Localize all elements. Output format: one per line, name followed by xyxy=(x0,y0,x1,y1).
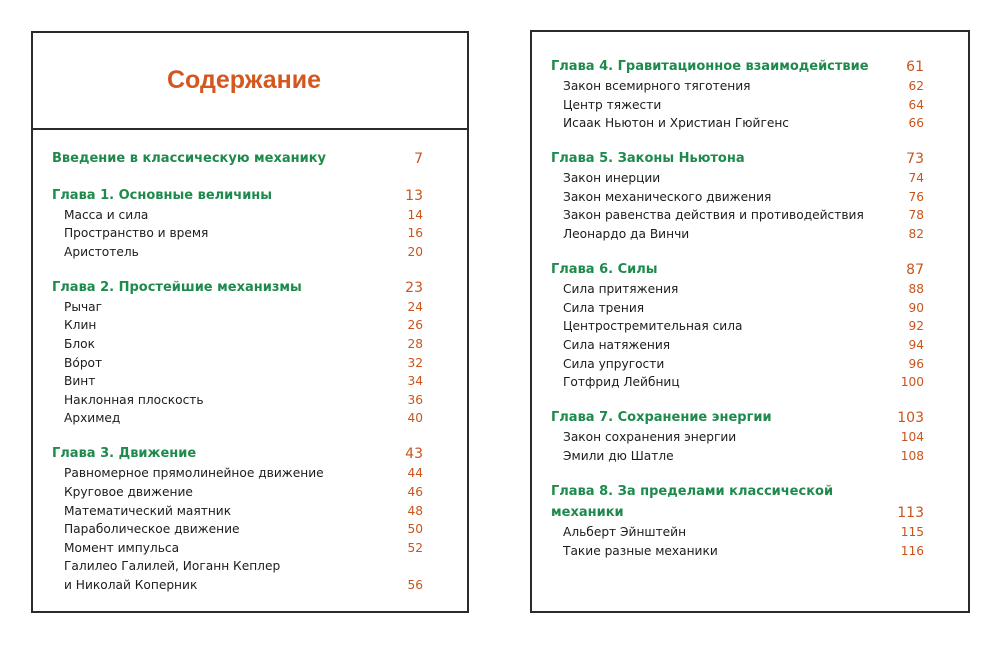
toc-section-entry[interactable] xyxy=(532,301,968,320)
section-page: 66 xyxy=(908,116,924,131)
section-page: 76 xyxy=(908,189,924,204)
section-title: Момент импульса xyxy=(64,540,180,555)
section-page: 88 xyxy=(908,282,924,297)
section-title: Сила притяжения xyxy=(563,282,679,297)
section-page: 24 xyxy=(407,299,423,314)
section-title: Сила упругости xyxy=(563,356,665,371)
toc-section-entry[interactable] xyxy=(33,393,467,412)
toc-section-entry[interactable] xyxy=(532,544,968,563)
toc-section-entry[interactable] xyxy=(33,504,467,523)
section-page: 20 xyxy=(407,244,423,259)
section-page: 115 xyxy=(900,524,924,539)
toc-chapter-entry[interactable] xyxy=(532,262,968,282)
toc-section-entry[interactable] xyxy=(532,449,968,468)
section-title: Леонардо да Винчи xyxy=(563,227,690,242)
chapter-page: 103 xyxy=(897,410,924,427)
toc-section-entry[interactable] xyxy=(33,485,467,504)
chapter-title: Глава 4. Гравитационное взаимодействие xyxy=(551,59,869,74)
section-title: и Николай Коперник xyxy=(64,578,198,592)
chapter-page: 73 xyxy=(906,151,924,168)
toc-chapter-entry-continued[interactable] xyxy=(532,505,968,525)
toc-section-entry[interactable] xyxy=(532,116,968,135)
section-title: Параболическое движение xyxy=(64,522,240,537)
toc-chapter-entry[interactable] xyxy=(532,410,968,430)
section-page: 90 xyxy=(908,300,924,315)
toc-section-entry[interactable] xyxy=(532,430,968,449)
toc-section-entry[interactable] xyxy=(532,525,968,544)
section-title: Галилео Галилей, Иоганн Кеплер xyxy=(64,559,281,574)
toc-section-entry[interactable] xyxy=(33,411,467,430)
section-page: 32 xyxy=(407,355,423,370)
chapter-page: 113 xyxy=(897,504,924,521)
page-title: Содержание xyxy=(166,66,322,94)
toc-section-entry[interactable] xyxy=(532,375,968,394)
chapter-title: Глава 7. Сохранение энергии xyxy=(551,410,772,426)
section-title: Рычаг xyxy=(64,299,103,314)
chapter-page: 13 xyxy=(405,187,423,204)
toc-section-entry[interactable] xyxy=(33,541,467,560)
section-page: 50 xyxy=(407,522,423,537)
section-page: 28 xyxy=(407,336,423,351)
section-page: 56 xyxy=(407,578,423,592)
section-title: Равномерное прямолинейное движение xyxy=(64,466,324,481)
section-title: Готфрид Лейбниц xyxy=(563,375,680,390)
chapter-title: Глава 8. За пределами классической xyxy=(551,483,834,499)
section-page: 74 xyxy=(908,171,924,186)
section-title: Математический маятник xyxy=(64,503,232,518)
toc-section-entry[interactable] xyxy=(532,319,968,338)
toc-section-entry[interactable] xyxy=(532,338,968,357)
section-title: Закон инерции xyxy=(563,171,661,186)
intro-title: Введение в классическую механику xyxy=(52,151,326,166)
section-title: Эмили дю Шатле xyxy=(563,448,674,463)
section-page: 116 xyxy=(900,543,924,558)
toc-section-entry[interactable] xyxy=(33,466,467,485)
section-title: Пространство и время xyxy=(64,226,209,241)
section-title: Во́рот xyxy=(64,355,103,370)
section-page: 16 xyxy=(407,226,423,241)
toc-section-entry[interactable] xyxy=(33,226,467,245)
right-page xyxy=(530,30,970,613)
intro-page: 7 xyxy=(414,151,423,167)
toc-intro-entry[interactable] xyxy=(33,151,467,171)
section-title: Альберт Эйнштейн xyxy=(563,524,687,539)
chapter-page: 61 xyxy=(906,59,924,75)
section-title: Сила трения xyxy=(563,300,645,315)
section-title: Исаак Ньютон и Христиан Гюйгенс xyxy=(563,116,790,131)
section-title: Сила натяжения xyxy=(563,337,671,352)
toc-section-entry[interactable] xyxy=(532,282,968,301)
section-page: 62 xyxy=(908,79,924,93)
toc-section-entry[interactable] xyxy=(532,98,968,117)
section-page: 78 xyxy=(908,208,924,223)
section-page: 92 xyxy=(908,319,924,334)
toc-section-entry[interactable] xyxy=(532,208,968,227)
chapter-title: Глава 3. Движение xyxy=(52,446,197,462)
section-page: 82 xyxy=(908,227,924,242)
section-title: Масса и сила xyxy=(64,207,149,222)
toc-section-entry[interactable] xyxy=(532,190,968,209)
chapter-title: Глава 6. Силы xyxy=(551,262,658,278)
section-title: Винт xyxy=(64,374,96,389)
section-page: 40 xyxy=(407,411,423,426)
toc-section-entry[interactable] xyxy=(532,227,968,246)
toc-chapter-entry[interactable] xyxy=(33,280,467,300)
section-title: Аристотель xyxy=(64,244,139,259)
section-title: Наклонная плоскость xyxy=(64,392,204,407)
section-title: Закон сохранения энергии xyxy=(563,430,737,445)
section-page: 104 xyxy=(900,430,924,445)
section-title: Клин xyxy=(64,318,97,333)
toc-section-entry[interactable] xyxy=(33,245,467,264)
toc-left xyxy=(33,151,467,597)
toc-section-entry[interactable] xyxy=(532,79,968,98)
chapter-page: 43 xyxy=(405,446,423,463)
toc-right xyxy=(532,59,968,562)
section-title: Блок xyxy=(64,336,95,351)
section-title: Центр тяжести xyxy=(563,97,662,112)
toc-chapter-entry[interactable] xyxy=(33,188,467,208)
section-page: 64 xyxy=(908,97,924,112)
chapter-title: Глава 5. Законы Ньютона xyxy=(551,151,745,167)
section-title: Архимед xyxy=(64,411,121,426)
toc-section-entry[interactable] xyxy=(33,356,467,375)
toc-section-entry[interactable] xyxy=(33,522,467,541)
toc-section-entry[interactable] xyxy=(33,578,467,597)
toc-section-entry[interactable] xyxy=(33,318,467,337)
toc-chapter-entry[interactable] xyxy=(532,59,968,79)
section-page: 94 xyxy=(908,337,924,352)
chapter-page: 23 xyxy=(405,279,423,296)
toc-section-entry[interactable] xyxy=(33,374,467,393)
left-page xyxy=(31,31,469,613)
chapter-page: 87 xyxy=(906,262,924,279)
toc-chapter-entry[interactable] xyxy=(532,151,968,171)
section-page: 100 xyxy=(900,375,924,390)
chapter-title: Глава 1. Основные величины xyxy=(52,187,273,203)
section-page: 108 xyxy=(900,448,924,463)
chapter-title-continued: механики xyxy=(551,504,624,520)
section-title: Закон всемирного тяготения xyxy=(563,79,751,93)
toc-section-entry[interactable] xyxy=(33,337,467,356)
toc-section-entry[interactable] xyxy=(33,208,467,227)
section-page: 26 xyxy=(407,318,423,333)
toc-section-entry[interactable] xyxy=(532,357,968,376)
section-page: 96 xyxy=(908,356,924,371)
section-page: 36 xyxy=(407,392,423,407)
section-page: 48 xyxy=(407,503,423,518)
toc-chapter-entry[interactable] xyxy=(33,446,467,466)
section-title: Закон равенства действия и противодействия xyxy=(563,208,864,223)
section-page: 46 xyxy=(407,485,423,500)
section-title: Закон механического движения xyxy=(563,189,772,204)
section-page: 44 xyxy=(407,466,423,481)
section-title: Круговое движение xyxy=(64,485,193,500)
chapter-title: Глава 2. Простейшие механизмы xyxy=(52,279,302,295)
toc-section-entry[interactable] xyxy=(532,171,968,190)
section-page: 34 xyxy=(407,374,423,389)
section-page: 14 xyxy=(407,207,423,222)
section-page: 52 xyxy=(407,540,423,555)
heading-box xyxy=(33,33,467,130)
toc-chapter-entry[interactable] xyxy=(532,484,968,505)
section-title: Такие разные механики xyxy=(563,543,718,558)
toc-section-entry[interactable] xyxy=(33,300,467,319)
toc-section-entry[interactable] xyxy=(33,559,467,578)
section-title: Центростремительная сила xyxy=(563,319,743,334)
